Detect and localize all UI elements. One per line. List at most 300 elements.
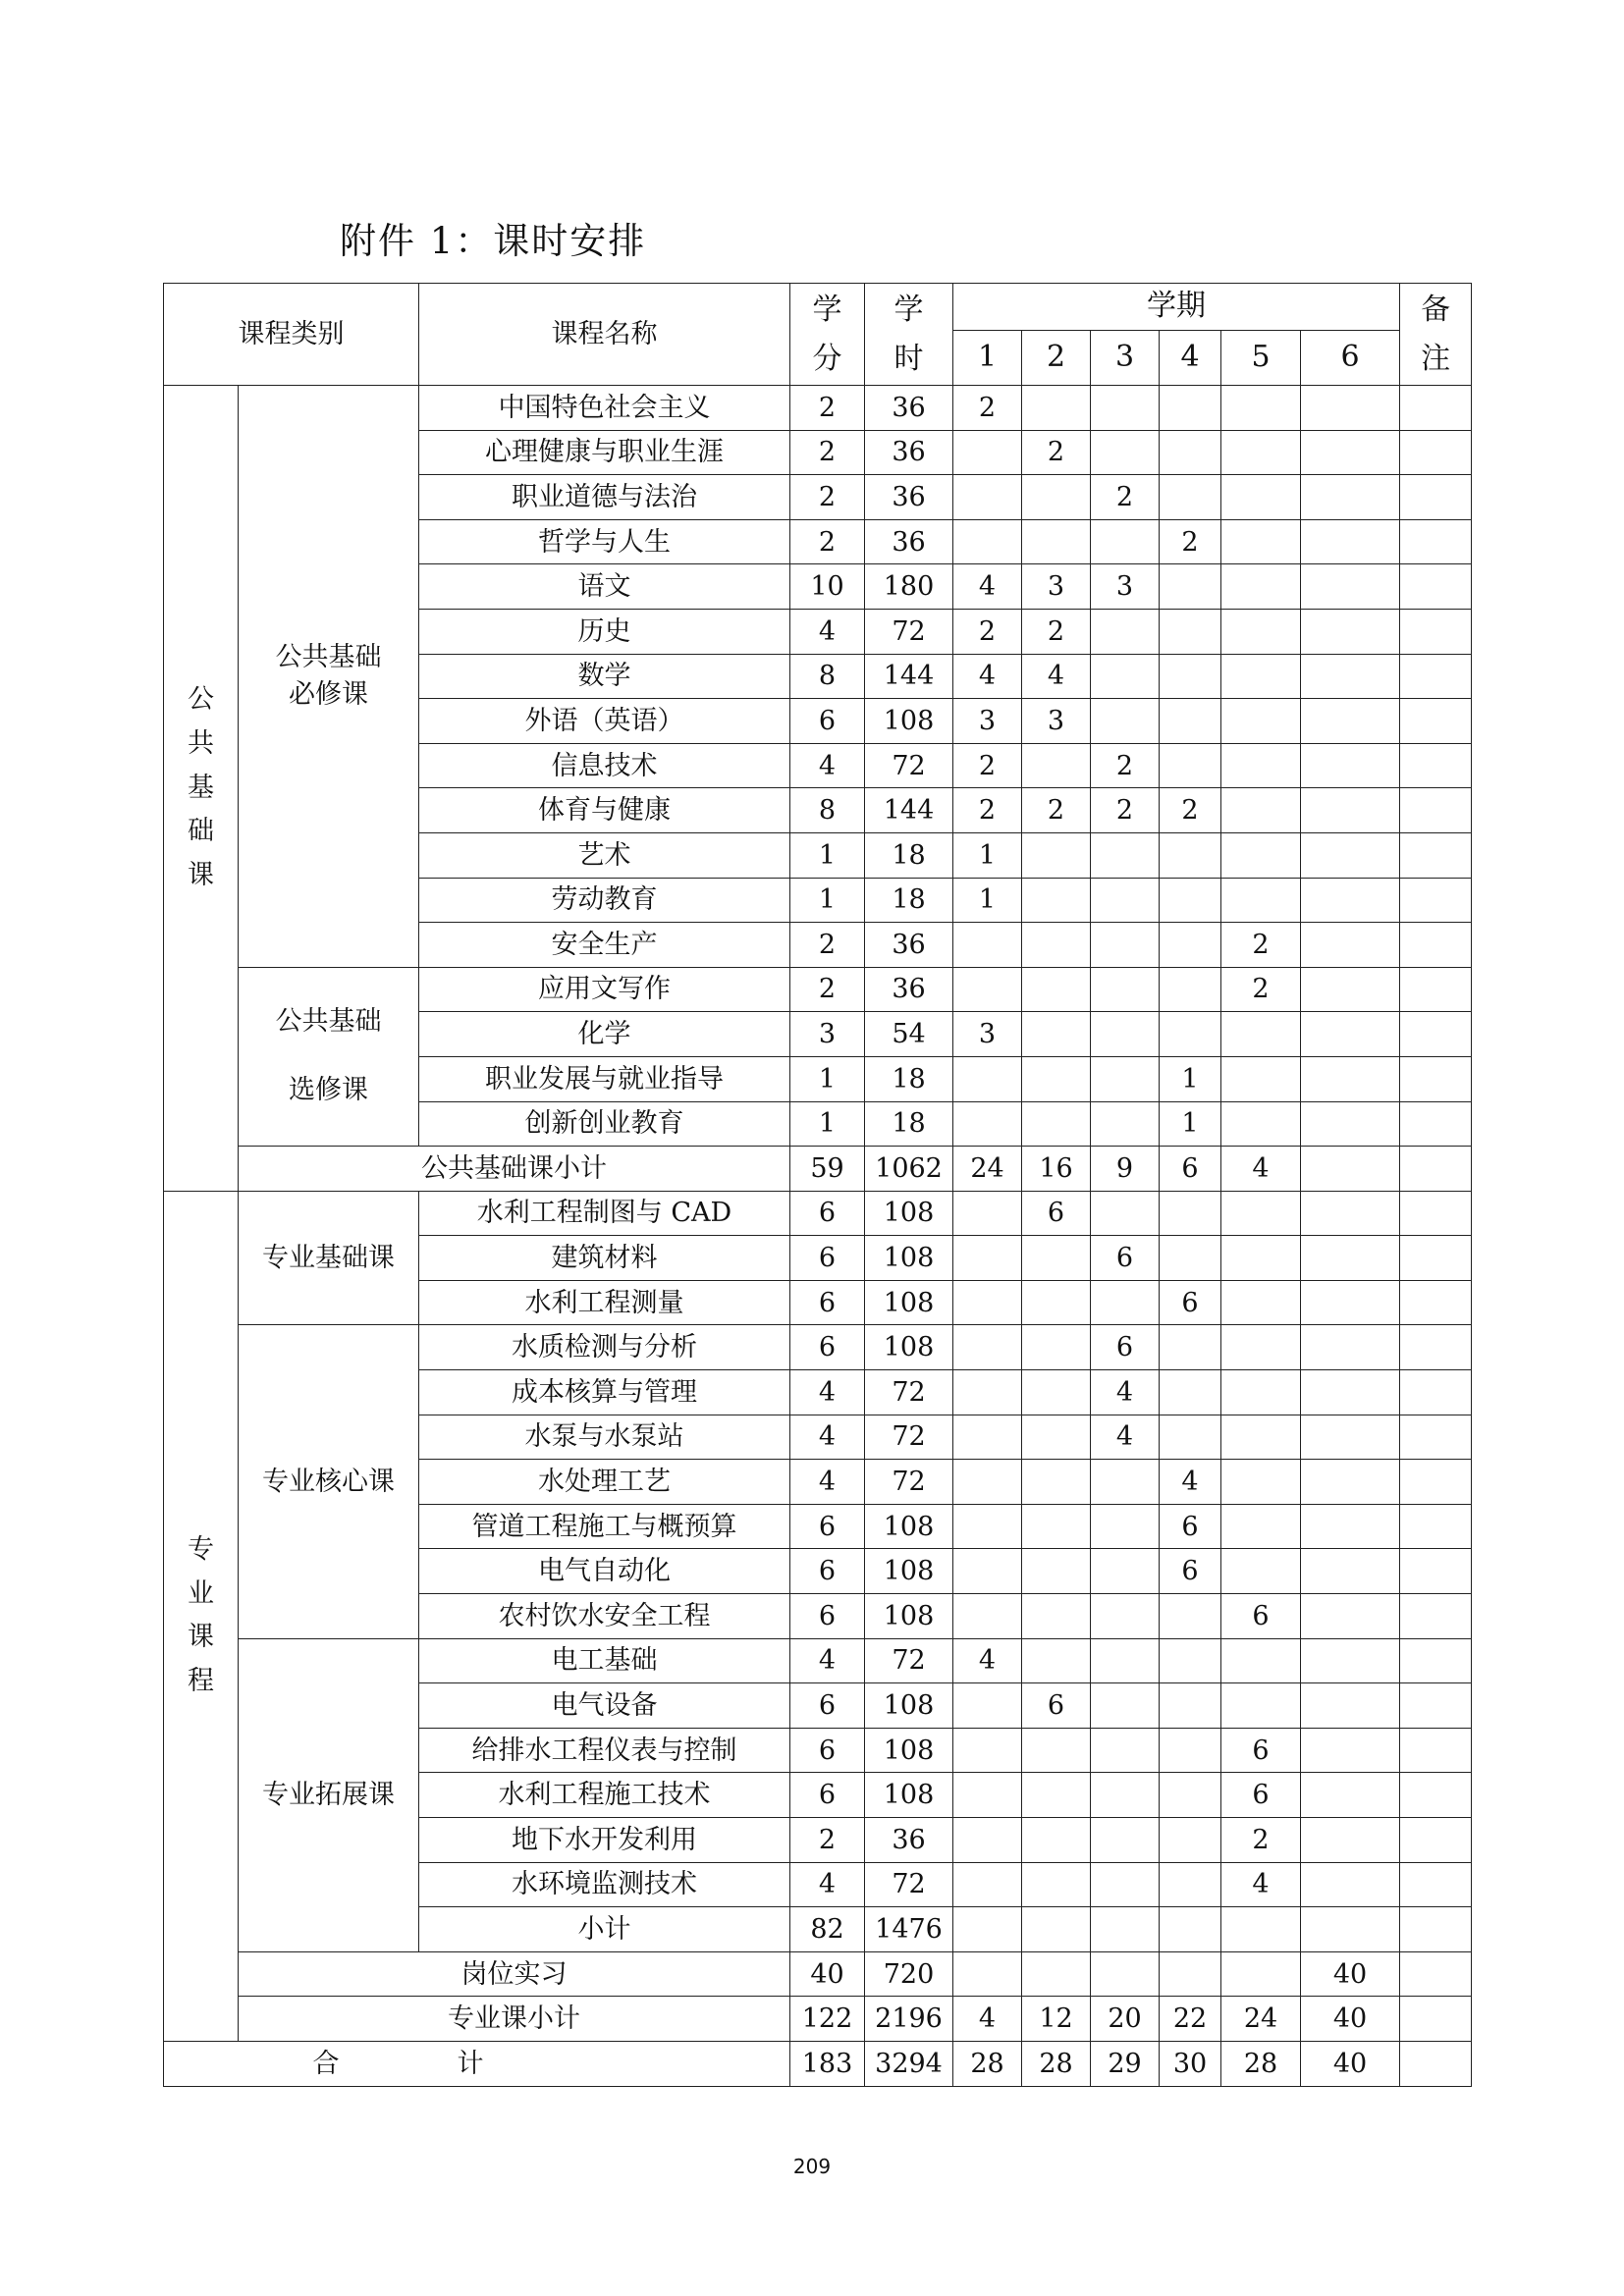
semester-cell: [1160, 923, 1221, 968]
semester-cell: [953, 967, 1022, 1012]
credits-cell: 8: [790, 788, 865, 833]
semester-cell: 3: [1022, 564, 1091, 610]
hours-cell: 1062: [865, 1147, 953, 1192]
course-name: 艺术: [419, 832, 790, 878]
semester-cell: [1022, 1728, 1091, 1773]
semester-cell: [1301, 1325, 1400, 1370]
semester-cell: 16: [1022, 1147, 1091, 1192]
semester-cell: [953, 1683, 1022, 1729]
semester-cell: [1022, 1101, 1091, 1147]
semester-cell: [1160, 1594, 1221, 1639]
semester-cell: [1022, 1415, 1091, 1460]
semester-cell: 40: [1301, 1997, 1400, 2042]
semester-cell: [953, 430, 1022, 475]
semester-cell: [1160, 1951, 1221, 1997]
semester-cell: 2: [953, 788, 1022, 833]
subtotal-label: 公共基础课小计: [239, 1147, 790, 1192]
semester-cell: [1160, 878, 1221, 923]
remark-cell: [1400, 1862, 1472, 1907]
semester-cell: 2: [1160, 788, 1221, 833]
semester-cell: [1160, 1370, 1221, 1415]
stack-char: 必修课: [289, 678, 368, 710]
course-name: 历史: [419, 609, 790, 654]
semester-cell: 2: [953, 609, 1022, 654]
hours-cell: 36: [865, 386, 953, 431]
semester-cell: [953, 1191, 1022, 1236]
remark-cell: [1400, 743, 1472, 788]
semester-cell: 6: [1160, 1280, 1221, 1325]
semester-cell: 1: [953, 832, 1022, 878]
course-name: 电工基础: [419, 1638, 790, 1683]
group-required: [239, 386, 419, 968]
semester-cell: [1301, 1907, 1400, 1952]
hours-cell: 3294: [865, 2041, 953, 2086]
hours-cell: 18: [865, 878, 953, 923]
stack-char: 基: [188, 772, 214, 803]
semester-cell: [1091, 1862, 1160, 1907]
semester-cell: 2: [1091, 743, 1160, 788]
course-name: 安全生产: [419, 923, 790, 968]
semester-cell: [953, 1773, 1022, 1818]
semester-cell: 6: [1022, 1683, 1091, 1729]
course-name: 小计: [419, 1907, 790, 1952]
course-name: 水利工程制图与 CAD: [419, 1191, 790, 1236]
header-sem-1: 1: [953, 331, 1022, 386]
hours-cell: 36: [865, 519, 953, 564]
remark-cell: [1400, 878, 1472, 923]
semester-cell: [1301, 788, 1400, 833]
semester-cell: [1091, 1951, 1160, 1997]
semester-cell: [1091, 1549, 1160, 1594]
credits-cell: 6: [790, 1280, 865, 1325]
semester-cell: 6: [1091, 1325, 1160, 1370]
semester-cell: [1301, 1638, 1400, 1683]
semester-cell: 3: [1091, 564, 1160, 610]
hours-cell: 2196: [865, 1997, 953, 2042]
semester-cell: [1160, 1638, 1221, 1683]
course-name: 职业道德与法治: [419, 475, 790, 520]
semester-cell: [1091, 967, 1160, 1012]
course-name: 成本核算与管理: [419, 1370, 790, 1415]
hours-cell: 108: [865, 1504, 953, 1549]
course-name: 水利工程施工技术: [419, 1773, 790, 1818]
credits-cell: 2: [790, 475, 865, 520]
hours-cell: 36: [865, 430, 953, 475]
semester-cell: 28: [1221, 2041, 1301, 2086]
semester-cell: [1221, 1370, 1301, 1415]
semester-cell: [1091, 1907, 1160, 1952]
semester-cell: [953, 1862, 1022, 1907]
semester-cell: 4: [953, 654, 1022, 699]
stack-char: 专: [188, 1534, 214, 1566]
semester-cell: 40: [1301, 2041, 1400, 2086]
semester-cell: 6: [1221, 1728, 1301, 1773]
course-name: 给排水工程仪表与控制: [419, 1728, 790, 1773]
semester-cell: [1022, 923, 1091, 968]
credits-cell: 6: [790, 1504, 865, 1549]
semester-cell: [953, 475, 1022, 520]
semester-cell: [1160, 1191, 1221, 1236]
header-credits: 学 分: [790, 284, 865, 386]
course-name: 水泵与水泵站: [419, 1415, 790, 1460]
remark-cell: [1400, 1191, 1472, 1236]
credits-cell: 4: [790, 1862, 865, 1907]
semester-cell: [953, 1101, 1022, 1147]
page-number: 209: [792, 2155, 832, 2178]
semester-cell: [1091, 699, 1160, 744]
semester-cell: [1091, 1773, 1160, 1818]
semester-cell: 2: [1160, 519, 1221, 564]
semester-cell: [1301, 923, 1400, 968]
remark-cell: [1400, 430, 1472, 475]
credits-cell: 10: [790, 564, 865, 610]
semester-cell: [1160, 832, 1221, 878]
semester-cell: [1022, 1056, 1091, 1101]
remark-cell: [1400, 1415, 1472, 1460]
semester-cell: [953, 1325, 1022, 1370]
semester-cell: [1022, 1460, 1091, 1505]
semester-cell: [1022, 1370, 1091, 1415]
credits-cell: 2: [790, 430, 865, 475]
semester-cell: 4: [1022, 654, 1091, 699]
semester-cell: 2: [953, 743, 1022, 788]
semester-cell: [1301, 1056, 1400, 1101]
semester-cell: 2: [953, 386, 1022, 431]
semester-cell: [1221, 1101, 1301, 1147]
hours-cell: 18: [865, 1101, 953, 1147]
semester-cell: [1301, 1012, 1400, 1057]
credits-cell: 4: [790, 1460, 865, 1505]
remark-cell: [1400, 654, 1472, 699]
semester-cell: 22: [1160, 1997, 1221, 2042]
hours-cell: 72: [865, 1415, 953, 1460]
hours-cell: 36: [865, 475, 953, 520]
hours-cell: 144: [865, 788, 953, 833]
semester-cell: [1301, 878, 1400, 923]
credits-cell: 1: [790, 832, 865, 878]
semester-cell: 4: [1221, 1147, 1301, 1192]
total-label-a: 合: [312, 2048, 340, 2079]
semester-cell: 2: [1091, 788, 1160, 833]
semester-cell: 3: [953, 1012, 1022, 1057]
hours-cell: 180: [865, 564, 953, 610]
course-name: 地下水开发利用: [419, 1818, 790, 1863]
semester-cell: 2: [1091, 475, 1160, 520]
semester-cell: [953, 1907, 1022, 1952]
credits-cell: 2: [790, 519, 865, 564]
semester-cell: [1022, 1549, 1091, 1594]
header-semester: 学期: [953, 284, 1400, 331]
course-name: 建筑材料: [419, 1236, 790, 1281]
course-name: 语文: [419, 564, 790, 610]
semester-cell: [1301, 1549, 1400, 1594]
hours-cell: 108: [865, 1236, 953, 1281]
credits-cell: 4: [790, 1370, 865, 1415]
hours-cell: 108: [865, 1280, 953, 1325]
remark-cell: [1400, 1638, 1472, 1683]
semester-cell: [1301, 1773, 1400, 1818]
credits-cell: 59: [790, 1147, 865, 1192]
semester-cell: 2: [1221, 1818, 1301, 1863]
semester-cell: [1301, 1862, 1400, 1907]
semester-cell: [1301, 1415, 1400, 1460]
semester-cell: [1221, 878, 1301, 923]
semester-cell: 3: [1022, 699, 1091, 744]
stack-char: 选修课: [289, 1075, 368, 1106]
semester-cell: [1221, 564, 1301, 610]
credits-cell: 122: [790, 1997, 865, 2042]
semester-cell: [1221, 1683, 1301, 1729]
semester-cell: [953, 1818, 1022, 1863]
semester-cell: [1221, 1325, 1301, 1370]
semester-cell: 6: [1160, 1147, 1221, 1192]
remark-cell: [1400, 788, 1472, 833]
semester-cell: [953, 1460, 1022, 1505]
semester-cell: [953, 1415, 1022, 1460]
semester-cell: [1091, 1594, 1160, 1639]
credits-cell: 3: [790, 1012, 865, 1057]
credits-cell: 40: [790, 1951, 865, 1997]
page-title: 附件 1：课时安排: [340, 220, 647, 262]
semester-cell: 40: [1301, 1951, 1400, 1997]
course-name: 创新创业教育: [419, 1101, 790, 1147]
semester-cell: [1022, 519, 1091, 564]
semester-cell: [953, 1504, 1022, 1549]
course-name: 哲学与人生: [419, 519, 790, 564]
remark-cell: [1400, 1951, 1472, 1997]
header-hours: 学 时: [865, 284, 953, 386]
header-sem-6: 6: [1301, 331, 1400, 386]
semester-cell: [953, 519, 1022, 564]
course-name: 水处理工艺: [419, 1460, 790, 1505]
credits-cell: 6: [790, 1191, 865, 1236]
semester-cell: [1091, 1460, 1160, 1505]
semester-cell: 30: [1160, 2041, 1221, 2086]
stack-char: 公共基础: [275, 1006, 382, 1038]
table-row: [164, 967, 1472, 1012]
semester-cell: [1022, 1907, 1091, 1952]
semester-cell: [1091, 519, 1160, 564]
course-name: 水利工程测量: [419, 1280, 790, 1325]
semester-cell: [1301, 1683, 1400, 1729]
hours-cell: 108: [865, 1325, 953, 1370]
table-row: [164, 1638, 1472, 1683]
semester-cell: [1301, 564, 1400, 610]
course-name: 劳动教育: [419, 878, 790, 923]
semester-cell: [1160, 699, 1221, 744]
semester-cell: [1301, 832, 1400, 878]
semester-cell: [1301, 654, 1400, 699]
semester-cell: [1301, 519, 1400, 564]
credits-cell: 4: [790, 1638, 865, 1683]
course-name: 职业发展与就业指导: [419, 1056, 790, 1101]
semester-cell: [1301, 1728, 1400, 1773]
hours-cell: 720: [865, 1951, 953, 1997]
semester-cell: [1221, 1236, 1301, 1281]
subtotal-label: 岗位实习: [239, 1951, 790, 1997]
hours-cell: 144: [865, 654, 953, 699]
hours-cell: 36: [865, 967, 953, 1012]
semester-cell: [1022, 1951, 1091, 1997]
semester-cell: [1301, 1504, 1400, 1549]
semester-cell: [953, 1549, 1022, 1594]
semester-cell: [953, 1056, 1022, 1101]
semester-cell: [1022, 1325, 1091, 1370]
semester-cell: [1091, 1012, 1160, 1057]
credits-cell: 1: [790, 878, 865, 923]
table-row: [164, 1147, 1472, 1192]
stack-char: 公: [188, 684, 214, 716]
semester-cell: [1160, 609, 1221, 654]
course-name: 中国特色社会主义: [419, 386, 790, 431]
semester-cell: [1091, 1818, 1160, 1863]
category-public: [164, 386, 239, 1192]
semester-cell: 1: [1160, 1056, 1221, 1101]
group-prof-core: 专业核心课: [239, 1325, 419, 1638]
remark-cell: [1400, 1683, 1472, 1729]
remark-cell: [1400, 519, 1472, 564]
semester-cell: [1091, 1056, 1160, 1101]
credits-cell: 6: [790, 1728, 865, 1773]
semester-cell: 4: [953, 564, 1022, 610]
remark-cell: [1400, 1370, 1472, 1415]
semester-cell: [1022, 1862, 1091, 1907]
remark-cell: [1400, 1818, 1472, 1863]
table-row: [164, 1997, 1472, 2042]
group-prof-basic: 专业基础课: [239, 1191, 419, 1325]
header-sem-3: 3: [1091, 331, 1160, 386]
remark-cell: [1400, 832, 1472, 878]
semester-cell: [1022, 878, 1091, 923]
hours-cell: 36: [865, 923, 953, 968]
course-name: 水环境监测技术: [419, 1862, 790, 1907]
credits-cell: 2: [790, 386, 865, 431]
header-remark: 备 注: [1400, 284, 1472, 386]
header-category: 课程类别: [164, 284, 419, 386]
table-row: [164, 1951, 1472, 1997]
semester-cell: 6: [1160, 1549, 1221, 1594]
semester-cell: [1091, 1638, 1160, 1683]
semester-cell: 2: [1022, 609, 1091, 654]
semester-cell: [953, 1728, 1022, 1773]
semester-cell: 4: [1091, 1370, 1160, 1415]
semester-cell: [1091, 1504, 1160, 1549]
course-name: 信息技术: [419, 743, 790, 788]
credits-cell: 1: [790, 1101, 865, 1147]
semester-cell: [953, 1951, 1022, 1997]
hours-cell: 108: [865, 1549, 953, 1594]
table-row: [164, 1191, 1472, 1236]
semester-cell: [1301, 475, 1400, 520]
hours-cell: 108: [865, 1683, 953, 1729]
remark-cell: [1400, 1460, 1472, 1505]
hours-cell: 72: [865, 743, 953, 788]
semester-cell: 28: [953, 2041, 1022, 2086]
credits-cell: 2: [790, 967, 865, 1012]
header-course-name: 课程名称: [419, 284, 790, 386]
credits-cell: 6: [790, 699, 865, 744]
semester-cell: [1022, 1280, 1091, 1325]
semester-cell: [1091, 832, 1160, 878]
remark-cell: [1400, 923, 1472, 968]
semester-cell: [1160, 743, 1221, 788]
semester-cell: [953, 1280, 1022, 1325]
semester-cell: [1301, 1191, 1400, 1236]
semester-cell: [1160, 1728, 1221, 1773]
semester-cell: [1022, 1594, 1091, 1639]
semester-cell: [1022, 1504, 1091, 1549]
semester-cell: [1022, 386, 1091, 431]
semester-cell: [1221, 743, 1301, 788]
semester-cell: [1022, 832, 1091, 878]
table-row: [164, 1325, 1472, 1370]
semester-cell: 2: [1221, 923, 1301, 968]
header-sem-5: 5: [1221, 331, 1301, 386]
semester-cell: [1301, 1236, 1400, 1281]
remark-cell: [1400, 609, 1472, 654]
semester-cell: [1221, 654, 1301, 699]
stack-char: 公共基础: [275, 642, 382, 673]
header-sem-2: 2: [1022, 331, 1091, 386]
semester-cell: [1301, 1280, 1400, 1325]
semester-cell: [1160, 1818, 1221, 1863]
course-name: 管道工程施工与概预算: [419, 1504, 790, 1549]
semester-cell: [1022, 1773, 1091, 1818]
credits-cell: 4: [790, 609, 865, 654]
stack-char: 业: [188, 1577, 214, 1609]
credits-cell: 6: [790, 1236, 865, 1281]
credits-cell: 82: [790, 1907, 865, 1952]
semester-cell: [1301, 1460, 1400, 1505]
semester-cell: [1022, 967, 1091, 1012]
semester-cell: [1301, 743, 1400, 788]
semester-cell: [1022, 475, 1091, 520]
remark-cell: [1400, 2041, 1472, 2086]
stack-char: 程: [188, 1665, 214, 1696]
remark-cell: [1400, 1594, 1472, 1639]
semester-cell: 6: [1221, 1773, 1301, 1818]
semester-cell: [1221, 1549, 1301, 1594]
semester-cell: [1160, 386, 1221, 431]
category-professional: [164, 1191, 239, 2041]
semester-cell: [1022, 743, 1091, 788]
semester-cell: [1160, 654, 1221, 699]
semester-cell: [1221, 609, 1301, 654]
credits-cell: 4: [790, 743, 865, 788]
semester-cell: [1301, 430, 1400, 475]
semester-cell: [1221, 1638, 1301, 1683]
semester-cell: 1: [953, 878, 1022, 923]
semester-cell: [1221, 1012, 1301, 1057]
hours-cell: 18: [865, 1056, 953, 1101]
semester-cell: [953, 1236, 1022, 1281]
course-name: 水质检测与分析: [419, 1325, 790, 1370]
remark-cell: [1400, 1907, 1472, 1952]
hours-cell: 72: [865, 1862, 953, 1907]
semester-cell: [1221, 1280, 1301, 1325]
total-label: [164, 2041, 790, 2086]
remark-cell: [1400, 1728, 1472, 1773]
semester-cell: [1091, 654, 1160, 699]
stack-char: 课: [188, 859, 214, 890]
credits-cell: 6: [790, 1594, 865, 1639]
semester-cell: [1221, 519, 1301, 564]
semester-cell: [1022, 1012, 1091, 1057]
semester-cell: 6: [1221, 1594, 1301, 1639]
remark-cell: [1400, 1147, 1472, 1192]
semester-cell: 2: [1022, 430, 1091, 475]
remark-cell: [1400, 1504, 1472, 1549]
